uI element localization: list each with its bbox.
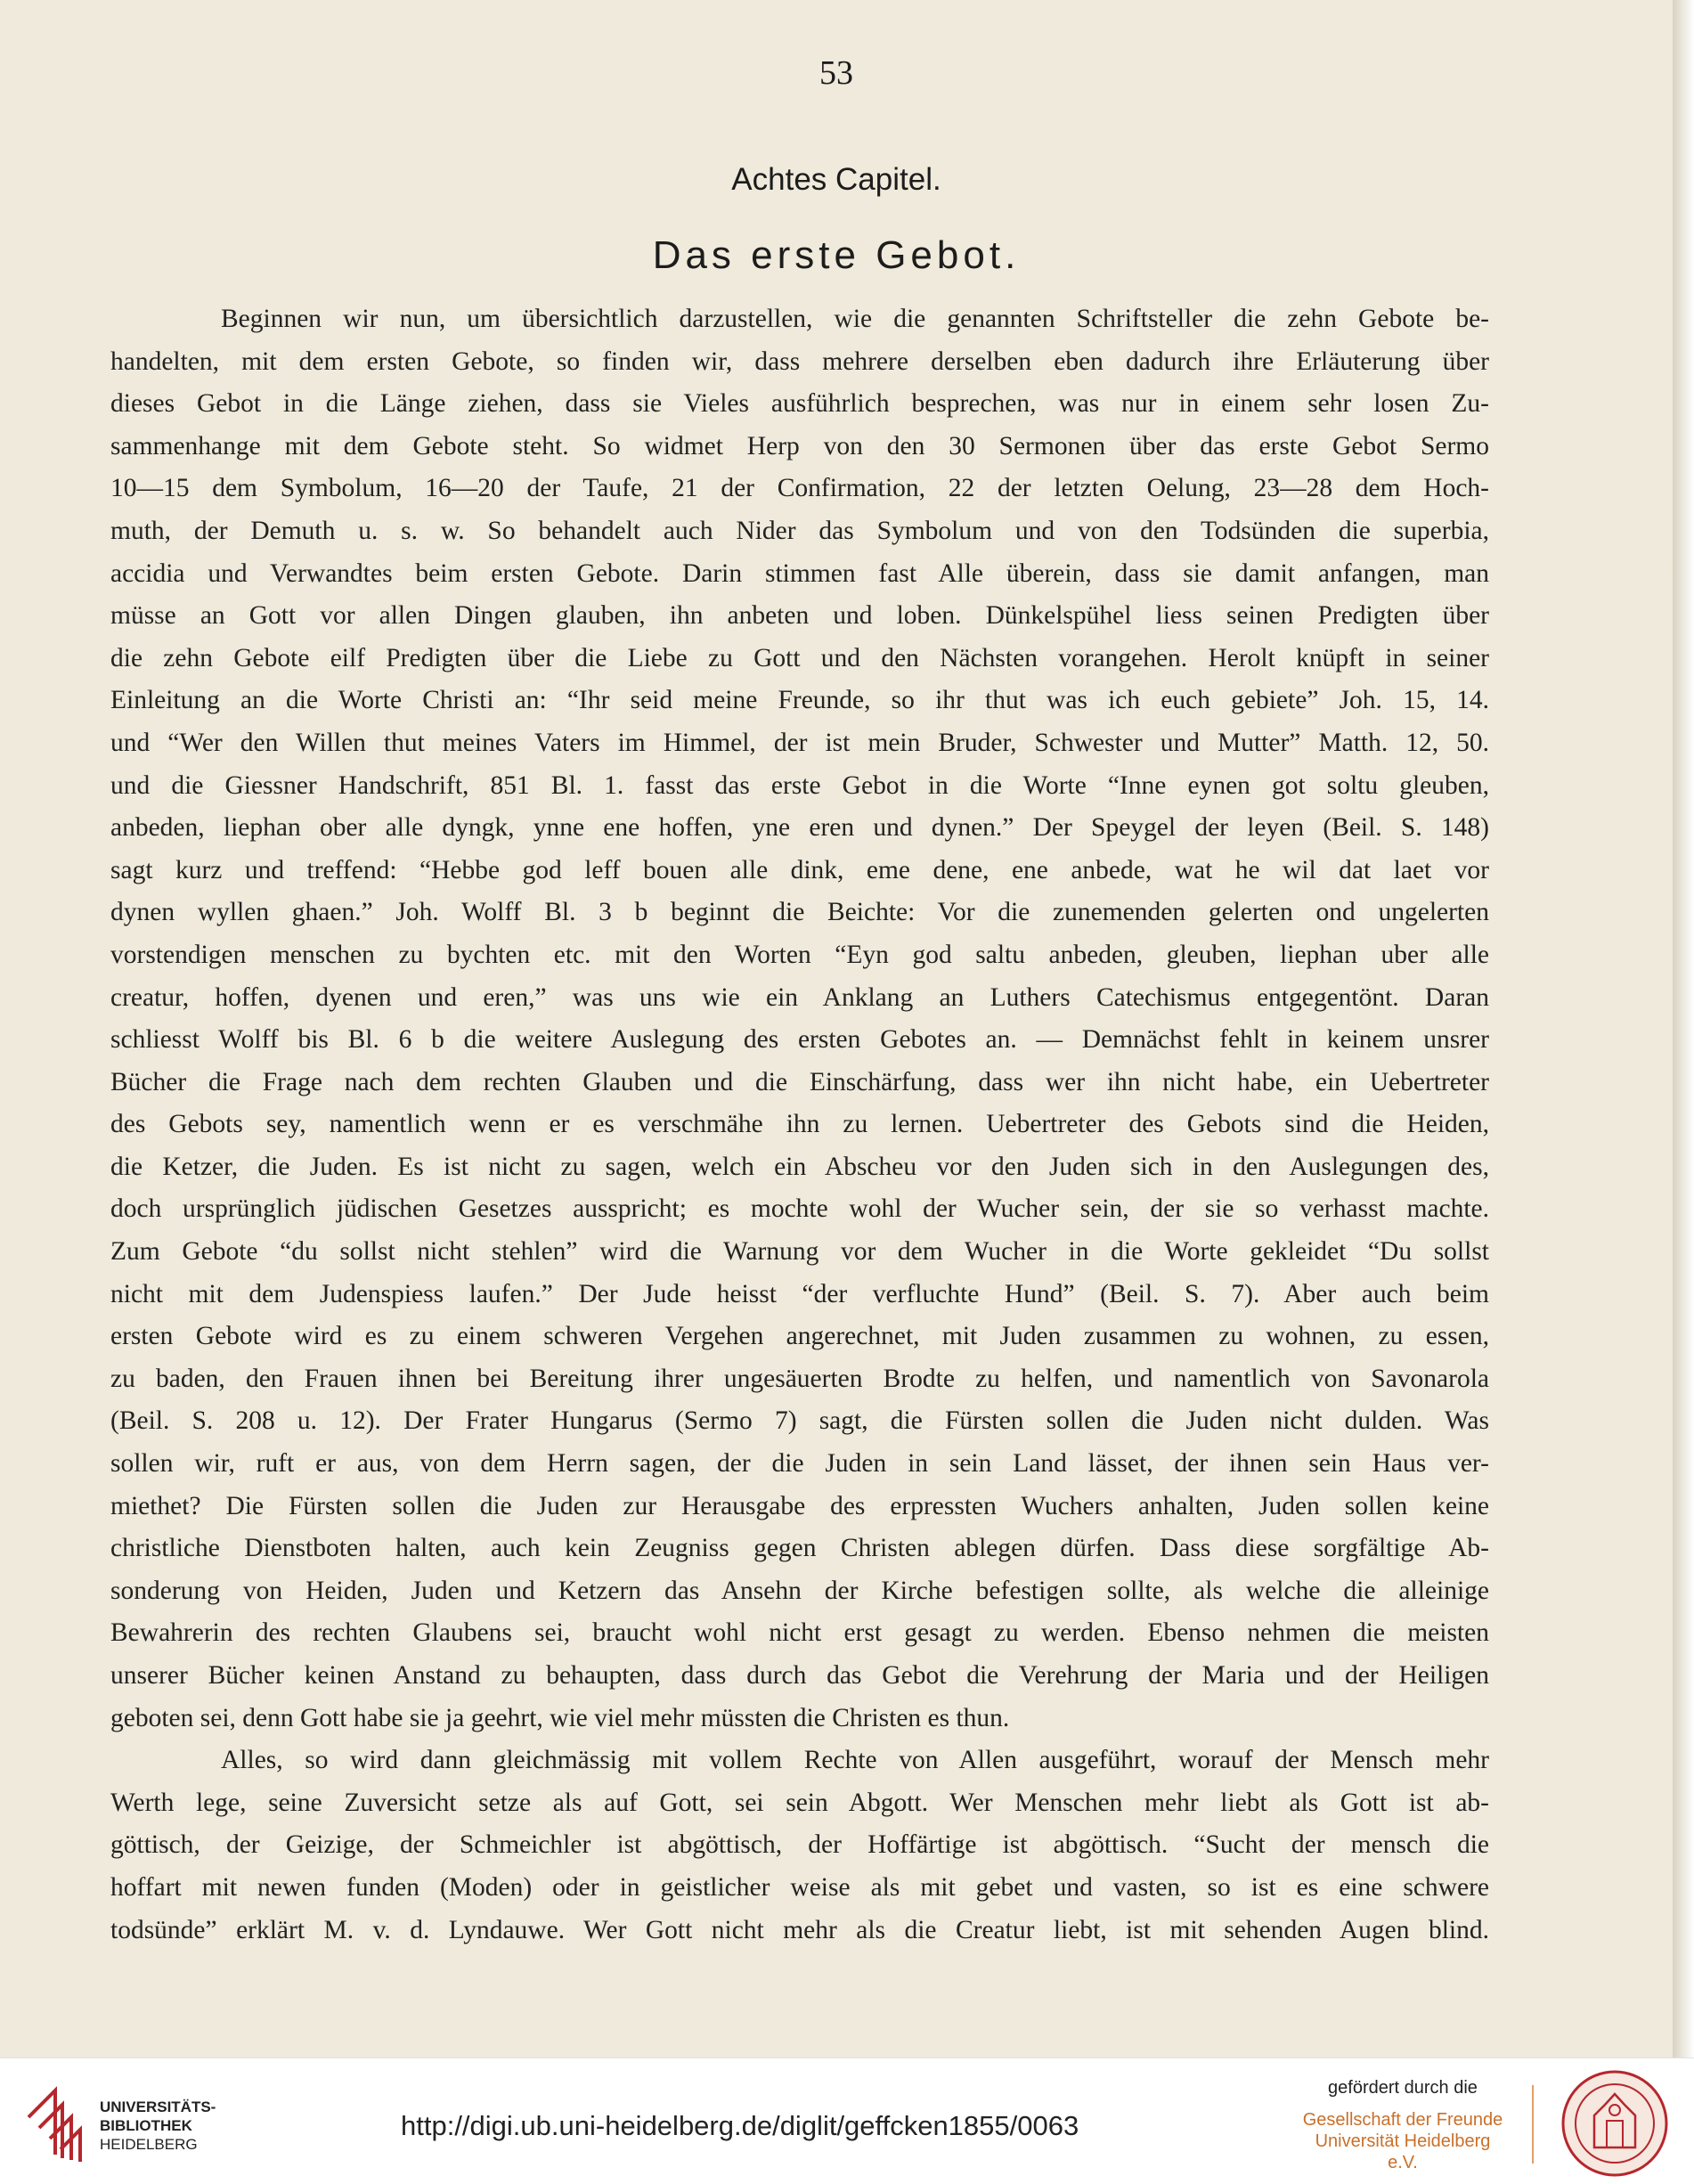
text-line: sammenhange mit dem Gebote steht. So widmet Herp von den 30 Sermonen über das erste Gebot Sermo [110,431,1489,460]
text-line: christliche Dienstboten halten, auch kein Zeugniss gegen Christen ablegen dürfen. Dass diese sorgfältige Ab- [110,1534,1489,1563]
sponsor-divider [1532,2085,1534,2164]
permalink-url[interactable]: http://digi.ub.uni-heidelberg.de/diglit/geffcken1855/0063 [401,2110,1079,2141]
text-line: dieses Gebot in die Länge ziehen, dass sie Vieles ausführlich besprechen, was nur in einem sehr losen Zu- [110,389,1489,419]
text-line: doch ursprünglich jüdischen Gesetzes ausspricht; es mochte wohl der Wucher sein, der sie so verhasst machte. [110,1194,1489,1224]
sponsor-prefix: gefördert durch die [1328,2078,1478,2098]
text-line: handelten, mit dem ersten Gebote, so finden wir, dass mehrere derselben eben dadurch ihre Erläuterung über [110,346,1489,376]
text-line: die zehn Gebote eilf Predigten über die Liebe zu Gott und den Nächsten vorangehen. Herolt knüpft in seiner [110,643,1489,672]
chapter-title: Das erste Gebot. [652,233,1021,277]
text-line: unserer Bücher keinen Anstand zu behaupten, dass durch das Gebot die Verehrung der Maria und der Heiligen [110,1661,1489,1690]
text-line: Einleitung an die Worte Christi an: “Ihr seid meine Freunde, so ihr thut was ich euch gebiete” Joh. 15, 14. [110,686,1489,715]
page-number: 53 [819,54,853,92]
text-line: sollen wir, ruft er aus, von dem Herrn sagen, der die Juden in sein Land lässet, der ihnen sein Haus ver- [110,1449,1489,1479]
chapter-label: Achtes Capitel. [731,162,941,197]
text-line: Alles, so wird dann gleichmässig mit vollem Rechte von Allen ausgeführt, worauf der Mensch mehr [221,1746,1489,1775]
text-line: accidia und Verwandtes beim ersten Gebote. Darin stimmen fast Alle überein, dass sie damit anfangen, man [110,558,1489,588]
text-line: geboten sei, denn Gott habe sie ja geehrt, wie viel mehr müssten die Christen es thun. [110,1703,1010,1732]
text-line: nicht mit dem Judenspiess laufen.” Der Jude heisst “der verfluchte Hund” (Beil. S. 7). Aber auch beim [110,1279,1489,1308]
text-line: creatur, hoffen, dyenen und eren,” was uns wie ein Anklang an Luthers Catechismus entgegentönt. Daran [110,982,1489,1012]
ub-heidelberg-logo-icon[interactable] [20,2082,96,2164]
text-line: des Gebots sey, namentlich wenn er es verschmähe ihn zu lernen. Uebertreter des Gebots sind die Heiden, [110,1110,1489,1139]
text-line: Werth lege, seine Zuversicht setze als auf Gott, sei sein Abgott. Wer Menschen mehr liebt als Gott ist ab- [110,1788,1489,1817]
university-seal-icon [1560,2069,1669,2178]
text-line: vorstendigen menschen zu bychten etc. mit den Worten “Eyn god saltu anbeden, gleuben, liephan uber alle [110,940,1489,969]
text-line: Zum Gebote “du sollst nicht stehlen” wird die Warnung vor dem Wucher in die Worte gekleidet “Du sollst [110,1237,1489,1267]
text-line: göttisch, der Geizige, der Schmeichler ist abgöttisch, der Hoffärtige ist abgöttisch. “Sucht der mensch die [110,1830,1489,1860]
viewer-footer [0,2058,1694,2184]
body-text [110,298,1489,1952]
text-line: muth, der Demuth u. s. w. So behandelt auch Nider das Symbolum und von den Todsünden die superbia, [110,516,1489,545]
text-line: hoffart mit newen funden (Moden) oder in geistlicher weise als mit gebet und vasten, so ist es eine schwere [110,1872,1489,1902]
text-line: müsse an Gott vor allen Dingen glauben, ihn anbeten und loben. Dünkelspühel liess seinen Predigten über [110,601,1489,631]
sponsor-name-line-2: Universität Heidelberg e.V. [1315,2131,1491,2172]
text-line: sonderung von Heiden, Juden und Ketzern das Ansehn der Kirche befestigen sollte, als welche die alleinige [110,1576,1489,1605]
text-line: miethet? Die Fürsten sollen die Juden zur Herausgabe des erpressten Wuchers anhalten, Juden sollen keine [110,1491,1489,1520]
text-line: Bewahrerin des rechten Glaubens sei, braucht wohl nicht erst gesagt zu werden. Ebenso nehmen die meisten [110,1618,1489,1648]
text-line: und die Giessner Handschrift, 851 Bl. 1. fasst das erste Gebot in die Worte “Inne eynen got soltu gleuben, [110,770,1489,800]
text-line: 10—15 dem Symbolum, 16—20 der Taufe, 21 der Confirmation, 22 der letzten Oelung, 23—28 dem Hoch- [110,474,1489,503]
text-line: sagt kurz und treffend: “Hebbe god leff bouen alle dink, eme dene, ene anbede, wat he wil dat laet vor [110,855,1489,884]
page-edge-shadow [1673,0,1694,2058]
text-line: dynen wyllen ghaen.” Joh. Wolff Bl. 3 b beginnt die Beichte: Vor die zunemenden gelerten ond ungelerten [110,898,1489,927]
text-line: (Beil. S. 208 u. 12). Der Frater Hungarus (Sermo 7) sagt, die Fürsten sollen die Juden nicht dulden. Was [110,1406,1489,1436]
text-line: Beginnen wir nun, um übersichtlich darzustellen, wie die genannten Schriftsteller die zehn Gebote be- [221,305,1489,333]
text-line: schliesst Wolff bis Bl. 6 b die weitere Auslegung des ersten Gebotes an. — Demnächst fehlt in keinem unsrer [110,1025,1489,1055]
text-line: todsünde” erklärt M. v. d. Lyndauwe. Wer Gott nicht mehr als die Creatur liebt, ist mit sehenden Augen blind. [110,1915,1489,1944]
text-line: ersten Gebote wird es zu einem schweren Vergehen angerechnet, mit Juden zusammen zu wohnen, zu essen, [110,1322,1489,1351]
text-line: die Ketzer, die Juden. Es ist nicht zu sagen, welch ein Abscheu vor den Juden sich in den Auslegungen des, [110,1152,1489,1181]
sponsor-name-line-1: Gesellschaft der Freunde [1302,2110,1503,2130]
library-name: UNIVERSITÄTS- BIBLIOTHEK HEIDELBERG [100,2098,216,2153]
text-line: anbeden, liephan ober alle dyngk, ynne ene hoffen, yne eren und dynen.” Der Speygel der leyen (Beil. S. 148) [110,813,1489,843]
text-line: zu baden, den Frauen ihnen bei Bereitung ihrer ungesäuerten Brodte zu helfen, und namentlich von Savonarola [110,1364,1489,1393]
sponsor-block[interactable] [1300,2078,1505,2173]
text-line: Bücher die Frage nach dem rechten Glauben und die Einschärfung, dass wer ihn nicht habe, ein Uebertreter [110,1067,1489,1096]
text-line: und “Wer den Willen thut meines Vaters im Himmel, der ist mein Bruder, Schwester und Mutter” Matth. 12, 50. [110,728,1489,757]
